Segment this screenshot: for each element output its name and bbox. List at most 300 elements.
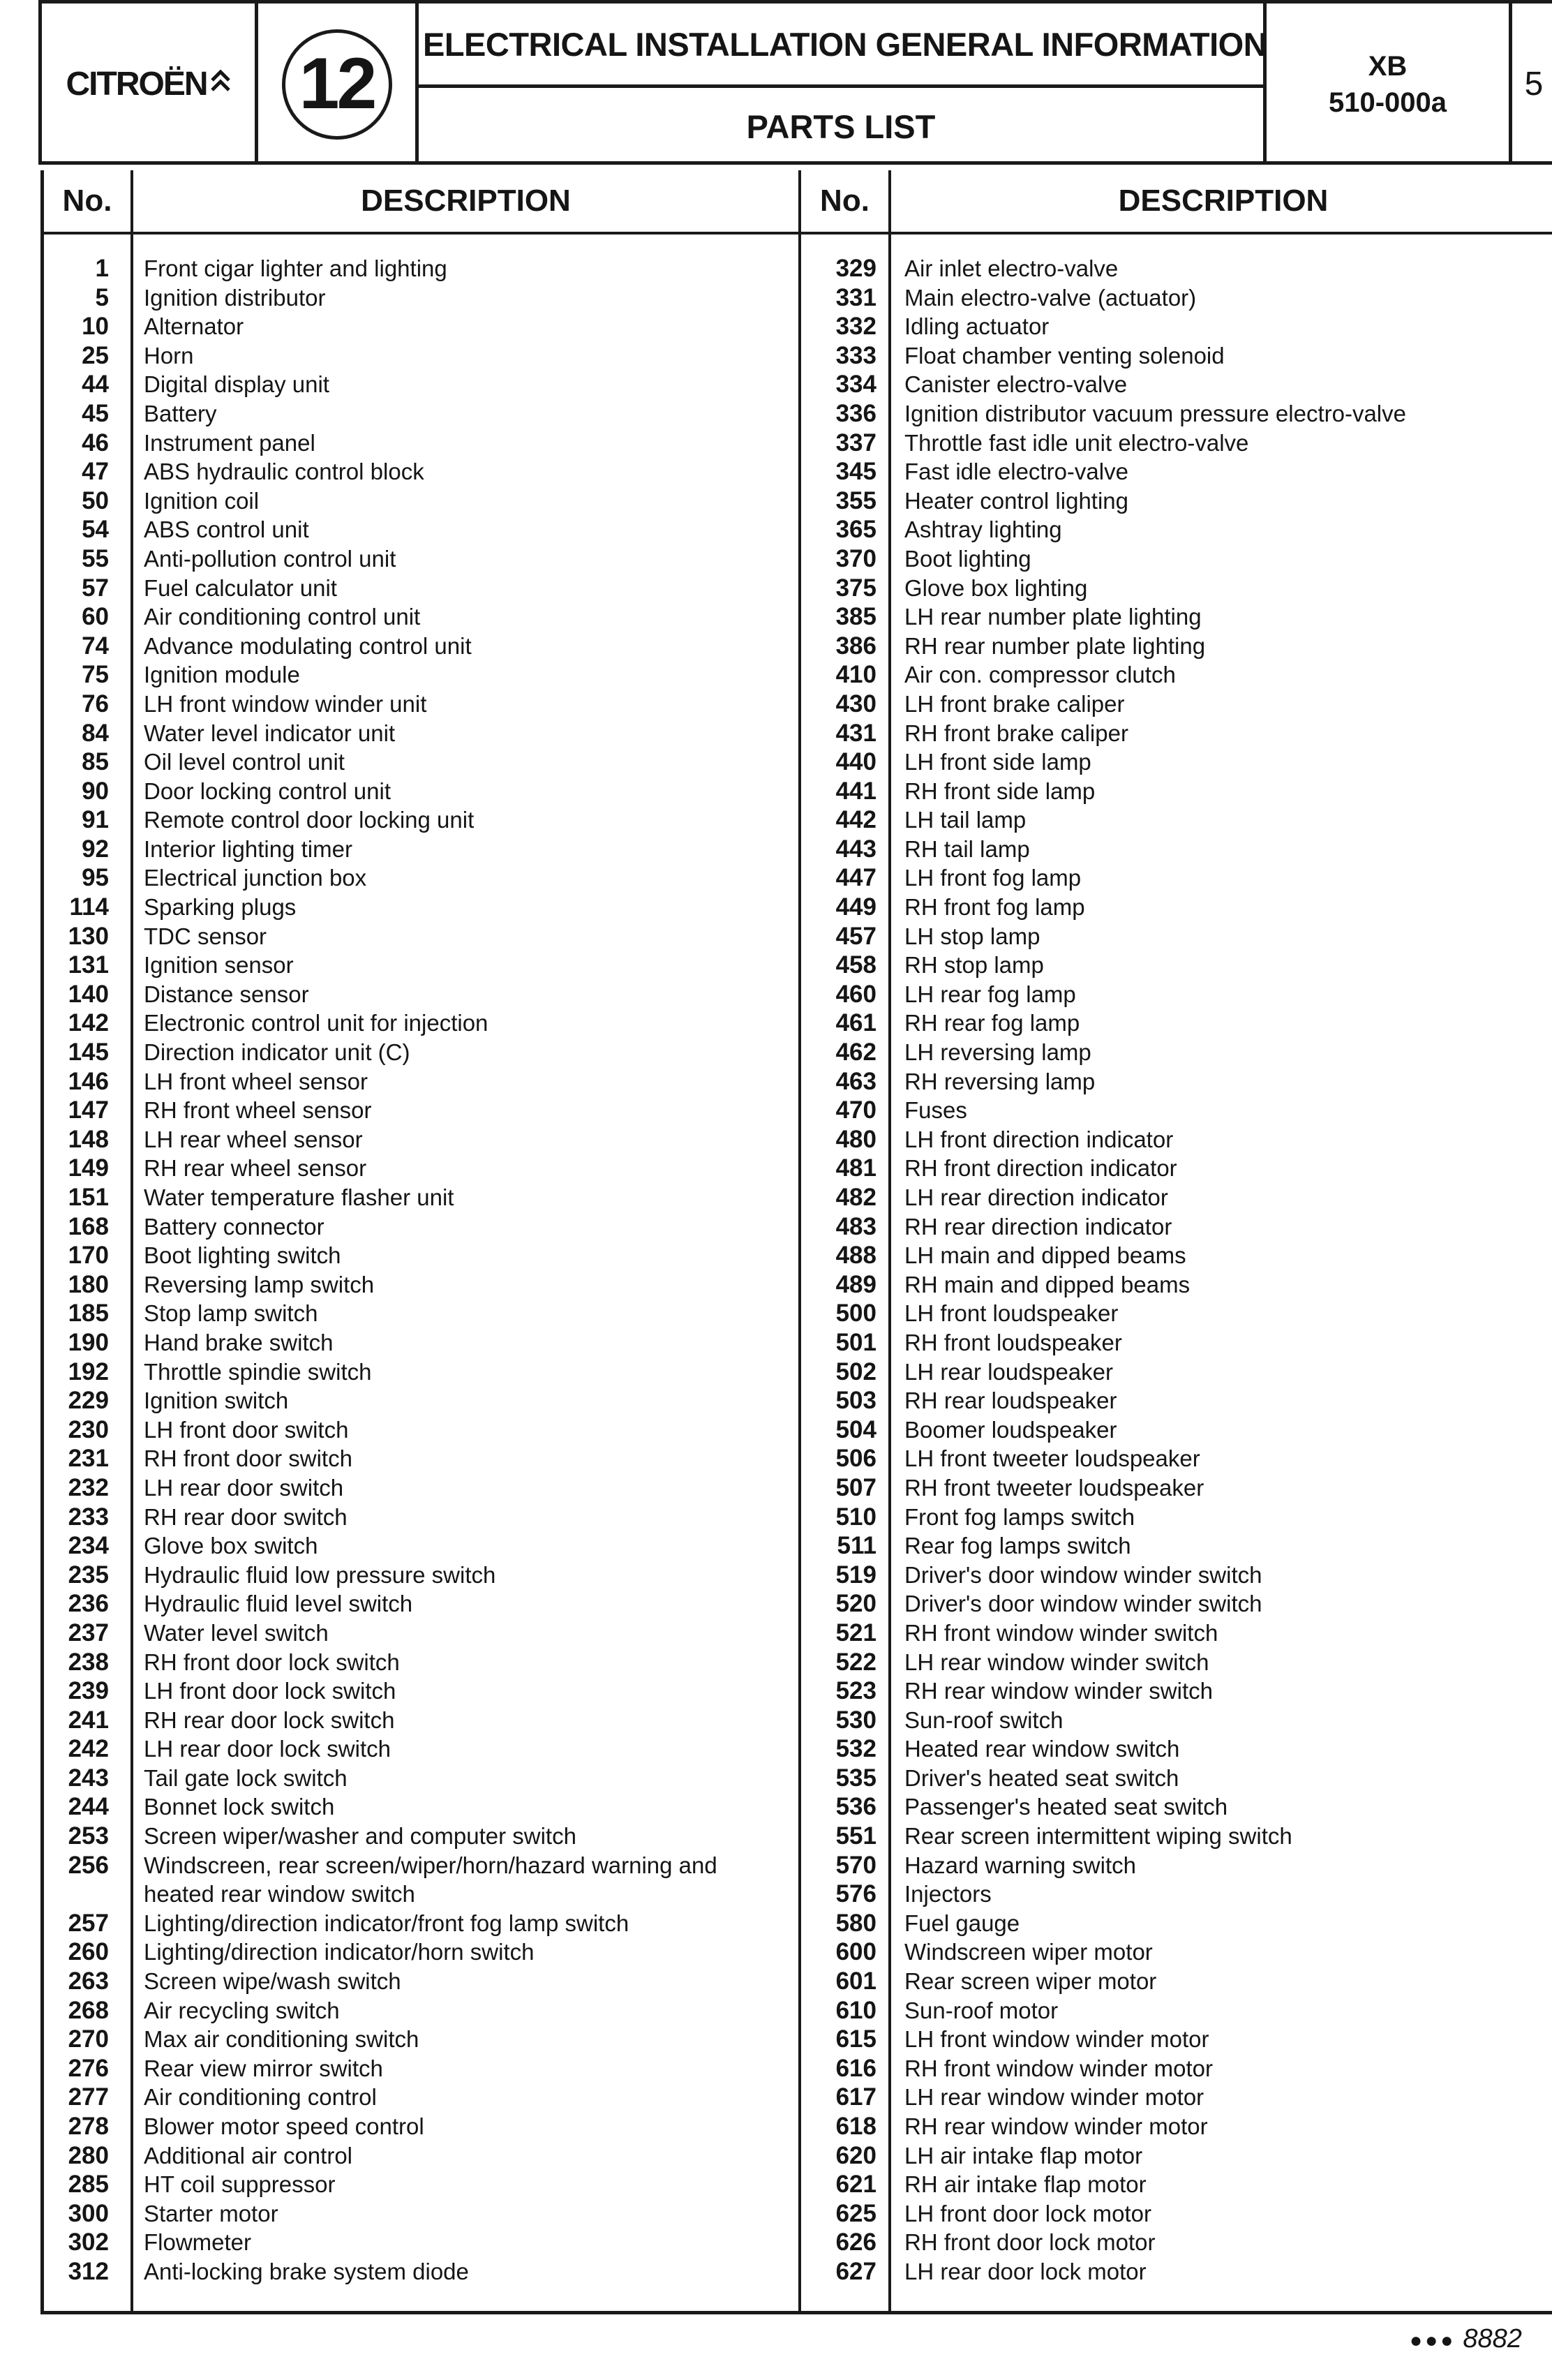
part-description: Heater control lighting (904, 487, 1129, 514)
part-number: 462 (835, 1039, 876, 1066)
part-description: Air con. compressor clutch (904, 662, 1176, 688)
part-number: 260 (68, 1938, 109, 1966)
part-description: LH front wheel sensor (144, 1068, 368, 1094)
part-description: Idling actuator (904, 313, 1050, 340)
column-header-no-right: No. (820, 184, 870, 218)
part-description: Alternator (144, 313, 244, 340)
part-number: 75 (82, 661, 109, 689)
part-number: 74 (82, 632, 109, 660)
part-description: RH front window winder switch (904, 1619, 1218, 1646)
part-description: LH rear door lock motor (904, 2258, 1147, 2284)
part-number: 114 (69, 893, 109, 921)
part-description: LH front side lamp (904, 749, 1091, 775)
part-number: 481 (835, 1154, 876, 1182)
part-description: RH rear fog lamp (904, 1010, 1080, 1036)
part-number: 483 (835, 1212, 876, 1240)
page-footer (1410, 2324, 1522, 2354)
part-number: 530 (835, 1706, 876, 1734)
part-description: Hydraulic fluid level switch (144, 1591, 413, 1617)
part-description: Lighting/direction indicator/front fog lamp switch (144, 1910, 629, 1936)
part-number: 263 (68, 1968, 109, 1995)
part-number: 500 (835, 1300, 876, 1327)
part-description: RH stop lamp (904, 952, 1044, 979)
part-description: Hand brake switch (144, 1329, 334, 1355)
part-number: 519 (835, 1561, 876, 1589)
part-number: 60 (82, 603, 109, 631)
part-number: 1 (95, 255, 109, 282)
part-description: Fuel calculator unit (144, 574, 337, 601)
part-number: 447 (835, 864, 876, 892)
part-number: 620 (835, 2141, 876, 2169)
part-description: RH front direction indicator (904, 1155, 1177, 1182)
part-description: Air conditioning control (144, 2084, 377, 2111)
part-description: Canister electro-valve (904, 371, 1128, 398)
part-number: 504 (835, 1415, 876, 1443)
part-description: Lighting/direction indicator/horn switch (144, 1939, 535, 1965)
part-description: LH front window winder unit (144, 690, 427, 717)
part-description: Ignition distributor (144, 284, 326, 311)
part-description: LH rear door lock switch (144, 1736, 391, 1762)
part-number: 242 (68, 1735, 109, 1763)
part-description: Water temperature flasher unit (144, 1184, 454, 1210)
part-description: RH rear door lock switch (144, 1706, 395, 1733)
part-description: Flowmeter (144, 2229, 252, 2256)
part-description: Remote control door locking unit (144, 807, 475, 833)
part-description: ABS hydraulic control block (144, 459, 424, 485)
part-description: Injectors (904, 1881, 992, 1907)
part-description: Throttle spindie switch (144, 1358, 372, 1385)
part-description: LH front tweeter loudspeaker (904, 1445, 1200, 1472)
part-description: LH rear number plate lighting (904, 604, 1202, 630)
part-number: 278 (68, 2113, 109, 2140)
part-number: 507 (835, 1473, 876, 1501)
part-number: 570 (835, 1851, 876, 1879)
part-number: 25 (82, 341, 109, 369)
part-number: 285 (68, 2171, 109, 2199)
part-description: RH front loudspeaker (904, 1329, 1122, 1355)
part-description: Anti-locking brake system diode (144, 2258, 469, 2284)
part-number: 576 (835, 1880, 876, 1908)
part-number: 332 (835, 313, 876, 341)
part-number: 50 (82, 486, 109, 514)
part-description: RH rear wheel sensor (144, 1155, 367, 1182)
part-number: 54 (82, 516, 109, 544)
part-number: 618 (835, 2113, 876, 2140)
part-number: 5 (95, 283, 109, 311)
part-description: Max air conditioning switch (144, 2026, 419, 2053)
parts-table (40, 170, 1552, 2314)
part-description: Electrical junction box (144, 865, 367, 891)
column-divider (130, 170, 133, 2311)
part-description: RH rear window winder motor (904, 2113, 1208, 2139)
part-description: LH front brake caliper (904, 690, 1125, 717)
part-description: Fast idle electro-valve (904, 459, 1128, 485)
part-number: 520 (835, 1590, 876, 1618)
part-description: LH rear direction indicator (904, 1184, 1168, 1210)
part-description: RH main and dipped beams (904, 1271, 1191, 1297)
part-number: 536 (835, 1793, 876, 1821)
part-description: RH rear loudspeaker (904, 1388, 1117, 1414)
part-number: 85 (82, 748, 109, 776)
part-description: Driver's heated seat switch (904, 1764, 1179, 1791)
part-description: Ignition coil (144, 487, 260, 514)
brand-logo (42, 3, 258, 165)
part-number: 337 (835, 429, 876, 456)
part-number: 57 (82, 574, 109, 602)
part-number: 506 (835, 1445, 876, 1473)
part-description: Direction indicator unit (C) (144, 1039, 410, 1066)
part-description: LH front window winder motor (904, 2026, 1209, 2053)
part-number: 461 (835, 1009, 876, 1037)
part-number: 180 (68, 1270, 109, 1298)
part-description: RH rear direction indicator (904, 1213, 1172, 1240)
part-number: 489 (835, 1270, 876, 1298)
part-description: Front cigar lighter and lighting (144, 255, 447, 281)
part-number: 142 (68, 1009, 109, 1037)
part-description: Driver's door window winder switch (904, 1591, 1262, 1617)
left-description-column (144, 254, 789, 2286)
part-description: Horn (144, 342, 194, 369)
part-number: 149 (68, 1154, 109, 1182)
part-number: 345 (835, 458, 876, 486)
part-description: Water level indicator unit (144, 720, 396, 746)
part-description: Screen wipe/wash switch (144, 1968, 401, 1995)
part-description: Ignition sensor (144, 952, 294, 979)
page-title: ELECTRICAL INSTALLATION GENERAL INFORMATION (419, 3, 1263, 88)
part-description: Boot lighting (904, 545, 1031, 572)
part-number: 91 (82, 806, 109, 834)
part-description: Windscreen, rear screen/wiper/horn/hazard warning and heated rear window switch (144, 1852, 717, 1907)
part-description: Tail gate lock switch (144, 1764, 348, 1791)
part-number: 600 (835, 1938, 876, 1966)
part-number: 257 (68, 1909, 109, 1937)
part-description: LH stop lamp (904, 923, 1040, 949)
part-description: Battery (144, 400, 217, 426)
part-number: 190 (68, 1328, 109, 1356)
part-number: 522 (835, 1648, 876, 1676)
column-header-no-left: No. (62, 184, 112, 218)
part-description: TDC sensor (144, 923, 267, 949)
part-description: LH rear fog lamp (904, 981, 1076, 1007)
part-description: Anti-pollution control unit (144, 545, 396, 572)
part-description: Distance sensor (144, 981, 309, 1007)
part-description: RH front door lock switch (144, 1649, 400, 1675)
part-number: 443 (835, 835, 876, 863)
part-description: Passenger's heated seat switch (904, 1794, 1228, 1820)
part-number: 235 (68, 1561, 109, 1589)
part-description: Boomer loudspeaker (904, 1416, 1117, 1443)
part-description: Electronic control unit for injection (144, 1010, 488, 1036)
part-description: Sparking plugs (144, 894, 297, 921)
part-number: 511 (837, 1532, 876, 1560)
part-number: 470 (835, 1096, 876, 1124)
part-description: HT coil suppressor (144, 2171, 336, 2198)
double-chevron-icon (210, 69, 231, 99)
part-number: 230 (68, 1415, 109, 1443)
part-description: RH front side lamp (904, 778, 1096, 804)
part-description: Sun-roof switch (904, 1706, 1064, 1733)
part-description: Advance modulating control unit (144, 632, 472, 659)
part-description: LH front fog lamp (904, 865, 1082, 891)
part-number: 331 (835, 283, 876, 311)
part-number: 244 (68, 1793, 109, 1821)
part-description: Fuses (904, 1097, 967, 1124)
part-number: 268 (68, 1996, 109, 2024)
part-number: 441 (835, 777, 876, 805)
part-number: 256 (68, 1851, 109, 1879)
part-number: 233 (68, 1503, 109, 1531)
part-description: Heated rear window switch (904, 1736, 1180, 1762)
part-number: 615 (835, 2025, 876, 2053)
part-description: LH tail lamp (904, 807, 1027, 833)
part-description: Air inlet electro-valve (904, 255, 1119, 281)
part-description: Windscreen wiper motor (904, 1939, 1153, 1965)
part-description: LH front direction indicator (904, 1126, 1174, 1152)
part-number: 501 (835, 1328, 876, 1356)
chapter-number-cell (258, 3, 419, 165)
part-description: Fuel gauge (904, 1910, 1020, 1936)
part-description: LH front door lock switch (144, 1678, 396, 1704)
part-number: 626 (835, 2229, 876, 2256)
part-number: 239 (68, 1677, 109, 1705)
part-number: 302 (68, 2229, 109, 2256)
part-description: Rear screen intermittent wiping switch (904, 1823, 1292, 1850)
part-description: RH front window winder motor (904, 2055, 1213, 2081)
part-description: Float chamber venting solenoid (904, 342, 1225, 369)
part-description: Ignition distributor vacuum pressure electro-valve (904, 400, 1406, 426)
part-number: 234 (68, 1532, 109, 1560)
right-number-column (801, 254, 876, 2286)
part-description: Ignition switch (144, 1388, 289, 1414)
part-description: Hazard warning switch (904, 1852, 1136, 1878)
part-description: Water level switch (144, 1619, 329, 1646)
part-number: 480 (835, 1125, 876, 1153)
part-description: Main electro-valve (actuator) (904, 284, 1197, 311)
part-number: 84 (82, 719, 109, 747)
part-description: Air recycling switch (144, 1997, 340, 2023)
page-subtitle: PARTS LIST (746, 107, 936, 145)
footer-code: 8882 (1463, 2324, 1522, 2353)
part-number: 45 (82, 399, 109, 427)
part-number: 334 (835, 371, 876, 399)
part-number: 365 (835, 516, 876, 544)
part-number: 440 (835, 748, 876, 776)
part-number: 238 (68, 1648, 109, 1676)
part-number: 76 (82, 690, 109, 717)
part-description: RH front fog lamp (904, 894, 1085, 921)
part-description: Digital display unit (144, 371, 329, 398)
part-number: 430 (835, 690, 876, 717)
part-number: 386 (835, 632, 876, 660)
title-cell (419, 3, 1267, 165)
part-description: LH front loudspeaker (904, 1300, 1119, 1327)
part-description: Door locking control unit (144, 778, 391, 804)
page-number: 5 (1524, 66, 1544, 103)
part-number: 551 (835, 1822, 876, 1850)
part-number: 237 (68, 1619, 109, 1646)
part-description: Screen wiper/washer and computer switch (144, 1823, 576, 1850)
brand-logo-text: CITROËN (66, 66, 207, 103)
right-description-column (904, 254, 1546, 2286)
part-description: Boot lighting switch (144, 1242, 341, 1269)
part-description: RH front wheel sensor (144, 1097, 372, 1124)
part-number: 431 (835, 719, 876, 747)
footer-dots: ●●● (1410, 2329, 1456, 2352)
part-number: 502 (835, 1358, 876, 1385)
part-description: ABS control unit (144, 516, 309, 543)
part-number: 329 (835, 255, 876, 282)
part-description: Sun-roof motor (904, 1997, 1059, 2023)
part-description: RH front door switch (144, 1445, 352, 1472)
part-description: Oil level control unit (144, 749, 345, 775)
part-number: 243 (68, 1764, 109, 1792)
part-description: Driver's door window winder switch (904, 1561, 1262, 1588)
part-number: 333 (835, 341, 876, 369)
page-header (38, 0, 1552, 165)
column-header-description-left: DESCRIPTION (361, 184, 571, 218)
part-number: 532 (835, 1735, 876, 1763)
part-number: 336 (835, 399, 876, 427)
part-description: LH rear wheel sensor (144, 1126, 363, 1152)
part-description: Stop lamp switch (144, 1300, 318, 1327)
part-description: LH rear window winder switch (904, 1649, 1209, 1675)
part-description: LH rear door switch (144, 1474, 344, 1501)
part-number: 580 (835, 1909, 876, 1937)
part-number: 510 (835, 1503, 876, 1531)
part-number: 253 (68, 1822, 109, 1850)
part-description: RH air intake flap motor (904, 2171, 1147, 2198)
part-number: 151 (68, 1184, 109, 1211)
part-description: LH air intake flap motor (904, 2142, 1143, 2169)
part-description: Glove box switch (144, 1533, 318, 1559)
part-number: 375 (835, 574, 876, 602)
part-number: 236 (68, 1590, 109, 1618)
part-number: 627 (835, 2257, 876, 2285)
part-number: 47 (82, 458, 109, 486)
reference-cell (1267, 3, 1512, 165)
part-number: 276 (68, 2054, 109, 2082)
part-number: 229 (68, 1387, 109, 1415)
part-description: RH reversing lamp (904, 1068, 1096, 1094)
part-number: 457 (835, 922, 876, 950)
part-number: 232 (68, 1473, 109, 1501)
part-number: 270 (68, 2025, 109, 2053)
part-number: 192 (68, 1358, 109, 1385)
part-number: 503 (835, 1387, 876, 1415)
part-description: Instrument panel (144, 429, 315, 456)
part-description: LH front door lock motor (904, 2200, 1151, 2226)
part-description: RH rear number plate lighting (904, 632, 1206, 659)
part-description: RH tail lamp (904, 835, 1030, 862)
part-number: 185 (68, 1300, 109, 1327)
part-number: 241 (68, 1706, 109, 1734)
part-number: 616 (835, 2054, 876, 2082)
part-number: 170 (68, 1242, 109, 1270)
part-description: LH rear loudspeaker (904, 1358, 1113, 1385)
reference-code: XB (1368, 50, 1408, 82)
part-description: RH rear window winder switch (904, 1678, 1213, 1704)
part-number: 300 (68, 2199, 109, 2227)
part-description: Rear view mirror switch (144, 2055, 383, 2081)
part-number: 463 (835, 1067, 876, 1095)
part-description: RH front brake caliper (904, 720, 1128, 746)
part-number: 145 (68, 1039, 109, 1066)
part-number: 535 (835, 1764, 876, 1792)
part-number: 10 (82, 313, 109, 341)
part-number: 90 (82, 777, 109, 805)
part-number: 621 (835, 2171, 876, 2199)
part-description: LH main and dipped beams (904, 1242, 1186, 1269)
part-number: 442 (835, 806, 876, 834)
part-number: 410 (835, 661, 876, 689)
part-description: LH rear window winder motor (904, 2084, 1204, 2111)
part-description: Rear screen wiper motor (904, 1968, 1157, 1995)
part-number: 231 (68, 1445, 109, 1473)
part-number: 168 (68, 1212, 109, 1240)
part-description: RH front tweeter loudspeaker (904, 1474, 1204, 1501)
column-divider (888, 170, 891, 2311)
part-number: 46 (82, 429, 109, 456)
part-number: 277 (68, 2083, 109, 2111)
reference-number: 510-000a (1328, 87, 1447, 118)
part-description: LH reversing lamp (904, 1039, 1091, 1066)
part-number: 44 (82, 371, 109, 399)
part-number: 148 (68, 1125, 109, 1153)
part-description: Air conditioning control unit (144, 604, 421, 630)
part-number: 131 (68, 951, 109, 979)
part-description: Throttle fast idle unit electro-valve (904, 429, 1249, 456)
part-description: Starter motor (144, 2200, 278, 2226)
part-number: 488 (835, 1242, 876, 1270)
part-number: 147 (68, 1096, 109, 1124)
chapter-number: 12 (282, 29, 392, 140)
part-description: Front fog lamps switch (904, 1503, 1135, 1530)
part-number: 449 (835, 893, 876, 921)
part-number: 146 (68, 1067, 109, 1095)
part-number: 521 (835, 1619, 876, 1646)
part-description: Additional air control (144, 2142, 352, 2169)
part-number: 617 (835, 2083, 876, 2111)
part-number: 625 (835, 2199, 876, 2227)
part-number: 280 (68, 2141, 109, 2169)
part-number: 601 (835, 1968, 876, 1995)
part-description: Reversing lamp switch (144, 1271, 375, 1297)
part-number: 523 (835, 1677, 876, 1705)
part-description: LH front door switch (144, 1416, 349, 1443)
part-number: 610 (835, 1996, 876, 2024)
part-number: 370 (835, 544, 876, 572)
part-description: Blower motor speed control (144, 2113, 424, 2139)
part-description: RH rear door switch (144, 1503, 348, 1530)
part-number: 355 (835, 486, 876, 514)
left-number-column (44, 254, 109, 2286)
part-description: RH front door lock motor (904, 2229, 1156, 2256)
part-number: 130 (68, 922, 109, 950)
part-number: 460 (835, 980, 876, 1008)
part-description: Interior lighting timer (144, 835, 352, 862)
part-description: Rear fog lamps switch (904, 1533, 1131, 1559)
part-number: 140 (68, 980, 109, 1008)
part-description: Bonnet lock switch (144, 1794, 335, 1820)
part-number: 458 (835, 951, 876, 979)
part-description: Ashtray lighting (904, 516, 1062, 543)
part-number: 385 (835, 603, 876, 631)
part-number: 482 (835, 1184, 876, 1211)
header-divider (44, 232, 1552, 235)
part-number: 55 (82, 544, 109, 572)
part-number: 95 (82, 864, 109, 892)
part-number: 92 (82, 835, 109, 863)
